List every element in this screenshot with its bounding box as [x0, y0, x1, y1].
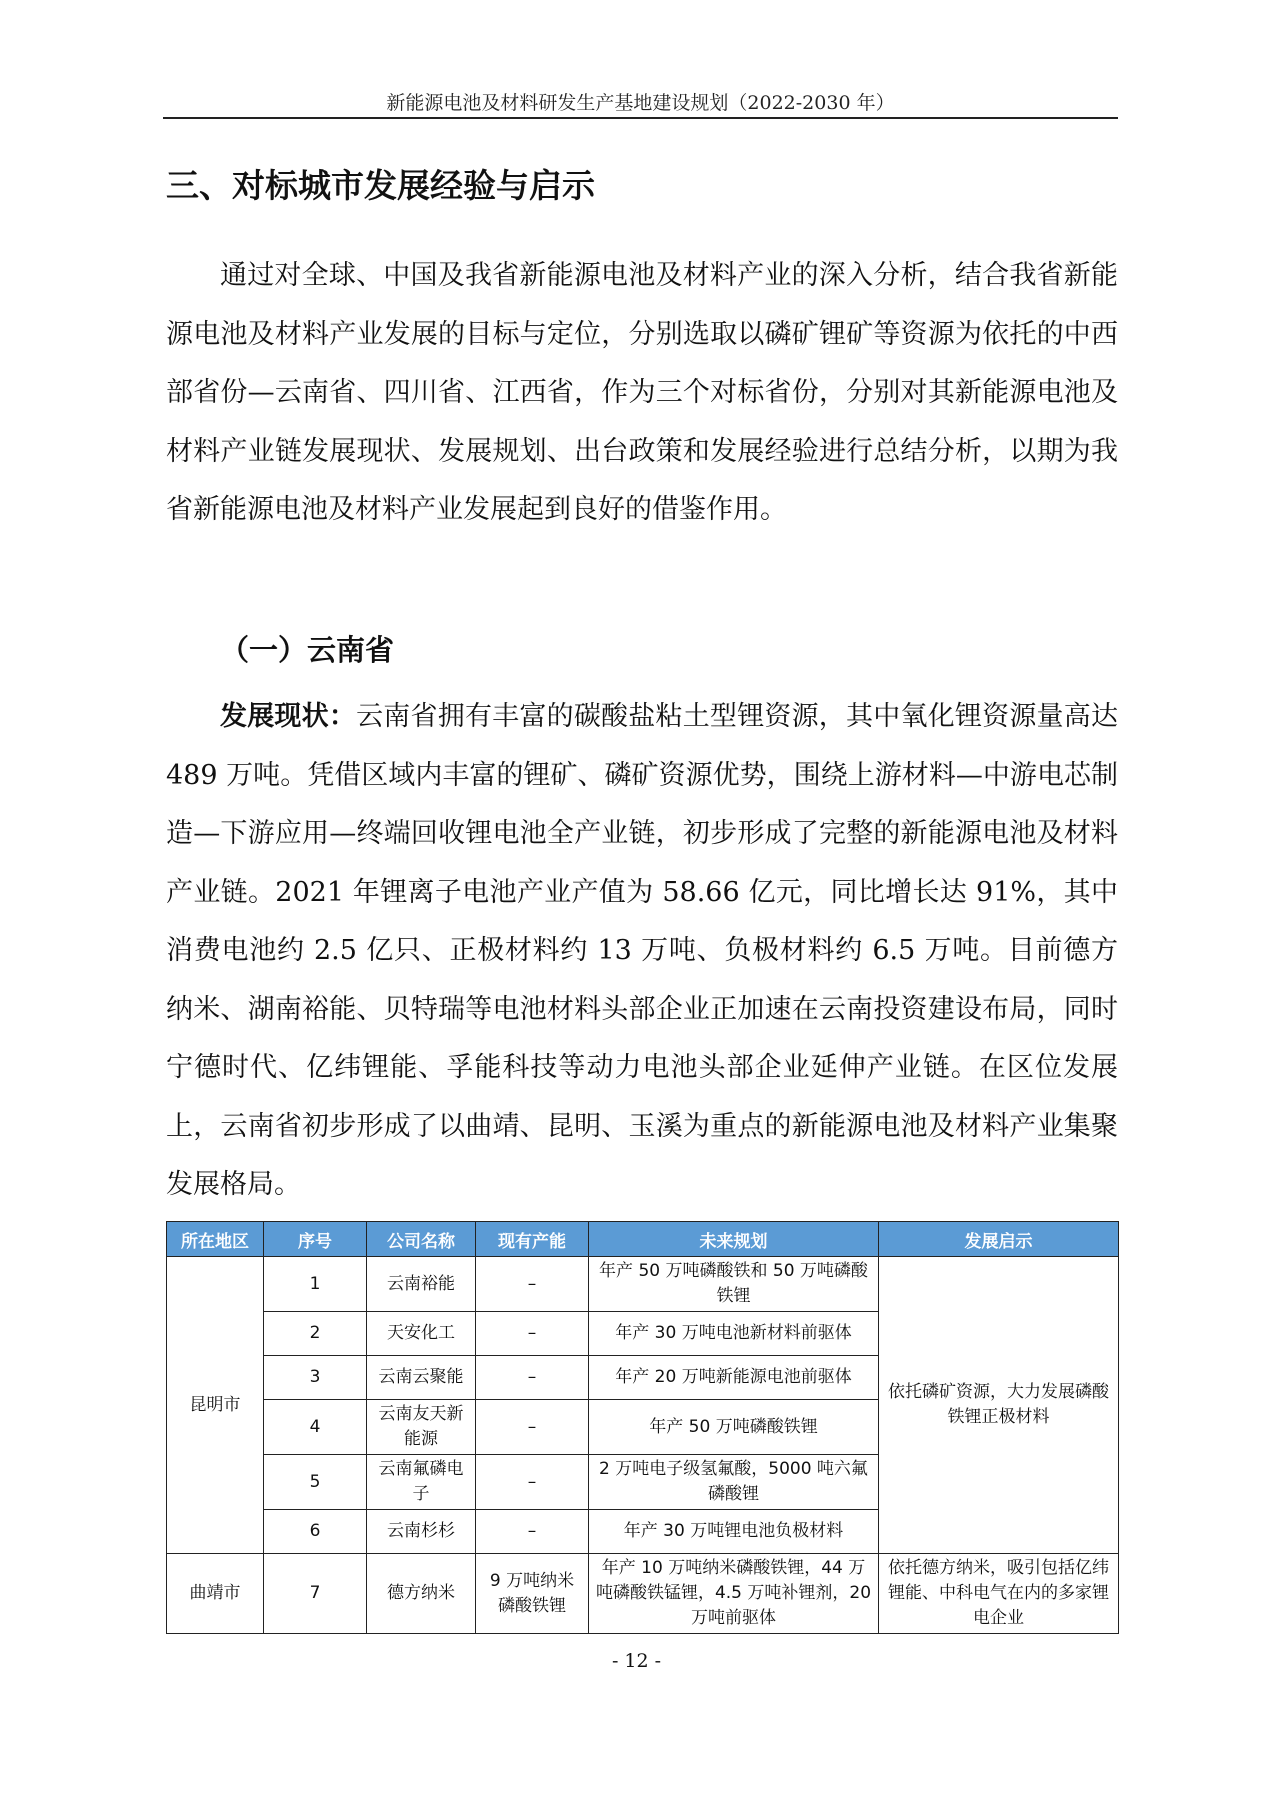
insight-cell: 依托磷矿资源，大力发展磷酸铁锂正极材料	[879, 1257, 1119, 1554]
company-cell: 德方纳米	[367, 1554, 476, 1634]
plan-cell: 年产 30 万吨电池新材料前驱体	[589, 1312, 879, 1356]
header-capacity: 现有产能	[476, 1222, 589, 1257]
company-cell: 云南裕能	[367, 1257, 476, 1312]
plan-cell: 年产 50 万吨磷酸铁和 50 万吨磷酸铁锂	[589, 1257, 879, 1312]
status-body-text: 云南省拥有丰富的碳酸盐粘土型锂资源，其中氧化锂资源量高达 489 万吨。凭借区域内丰富的锂矿、磷矿资源优势，围绕上游材料—中游电芯制造—下游应用—终端回收锂电池全产业链，初步形成了完整的新能源电池及材料产业链。2021 年锂离子电池产业产值为 58.66 亿元，同比增长达 91%，其中消费电池约 2.5 亿只、正极材料约 13 万吨、负极材料约 6.5 万吨。目前德方纳米、湖南裕能、贝特瑞等电池材料头部企业正加速在云南投资建设布局，同时宁德时代、亿纬锂能、孚能科技等动力电池头部企业延伸产业链。在区位发展上，云南省初步形成了以曲靖、昆明、玉溪为重点的新能源电池及材料产业集聚发展格局。	[166, 701, 1118, 1200]
company-cell: 云南氟磷电子	[367, 1455, 476, 1510]
enterprise-table	[166, 1221, 1119, 1634]
table-row	[167, 1554, 1119, 1634]
company-cell: 天安化工	[367, 1312, 476, 1356]
plan-cell: 年产 20 万吨新能源电池前驱体	[589, 1356, 879, 1400]
plan-cell: 年产 50 万吨磷酸铁锂	[589, 1400, 879, 1455]
capacity-cell: –	[476, 1510, 589, 1554]
capacity-cell: –	[476, 1312, 589, 1356]
plan-cell: 年产 30 万吨锂电池负极材料	[589, 1510, 879, 1554]
status-paragraph	[166, 688, 1118, 1215]
region-cell: 昆明市	[167, 1257, 264, 1554]
capacity-cell: 9 万吨纳米磷酸铁锂	[476, 1554, 589, 1634]
number-cell: 2	[264, 1312, 367, 1356]
header-insight: 发展启示	[879, 1222, 1119, 1257]
header-region: 所在地区	[167, 1222, 264, 1257]
header-plan: 未来规划	[589, 1222, 879, 1257]
number-cell: 3	[264, 1356, 367, 1400]
number-cell: 7	[264, 1554, 367, 1634]
company-cell: 云南云聚能	[367, 1356, 476, 1400]
running-header: 新能源电池及材料研发生产基地建设规划（2022-2030 年）	[386, 92, 895, 114]
subsection-title: （一）云南省	[220, 633, 395, 667]
number-cell: 1	[264, 1257, 367, 1312]
intro-paragraph: 通过对全球、中国及我省新能源电池及材料产业的深入分析，结合我省新能源电池及材料产业发展的目标与定位，分别选取以磷矿锂矿等资源为依托的中西部省份—云南省、四川省、江西省，作为三个对标省份，分别对其新能源电池及材料产业链发展现状、发展规划、出台政策和发展经验进行总结分析，以期为我省新能源电池及材料产业发展起到良好的借鉴作用。	[166, 260, 1118, 525]
company-cell: 云南友天新能源	[367, 1400, 476, 1455]
status-lead-label: 发展现状：	[220, 701, 357, 732]
header-company: 公司名称	[367, 1222, 476, 1257]
insight-cell: 依托德方纳米，吸引包括亿纬锂能、中科电气在内的多家锂电企业	[879, 1554, 1119, 1634]
page-number: - 12 -	[611, 1650, 662, 1672]
capacity-cell: –	[476, 1455, 589, 1510]
table-row	[167, 1257, 1119, 1312]
header-rule	[163, 117, 1118, 119]
table-header-row	[167, 1222, 1119, 1257]
capacity-cell: –	[476, 1400, 589, 1455]
number-cell: 5	[264, 1455, 367, 1510]
company-cell: 云南杉杉	[367, 1510, 476, 1554]
section-title: 三、对标城市发展经验与启示	[166, 166, 595, 205]
capacity-cell: –	[476, 1257, 589, 1312]
number-cell: 6	[264, 1510, 367, 1554]
region-cell: 曲靖市	[167, 1554, 264, 1634]
capacity-cell: –	[476, 1356, 589, 1400]
plan-cell: 年产 10 万吨纳米磷酸铁锂，44 万吨磷酸铁锰锂，4.5 万吨补锂剂，20 万吨前驱体	[589, 1554, 879, 1634]
header-number: 序号	[264, 1222, 367, 1257]
plan-cell: 2 万吨电子级氢氟酸，5000 吨六氟磷酸锂	[589, 1455, 879, 1510]
number-cell: 4	[264, 1400, 367, 1455]
